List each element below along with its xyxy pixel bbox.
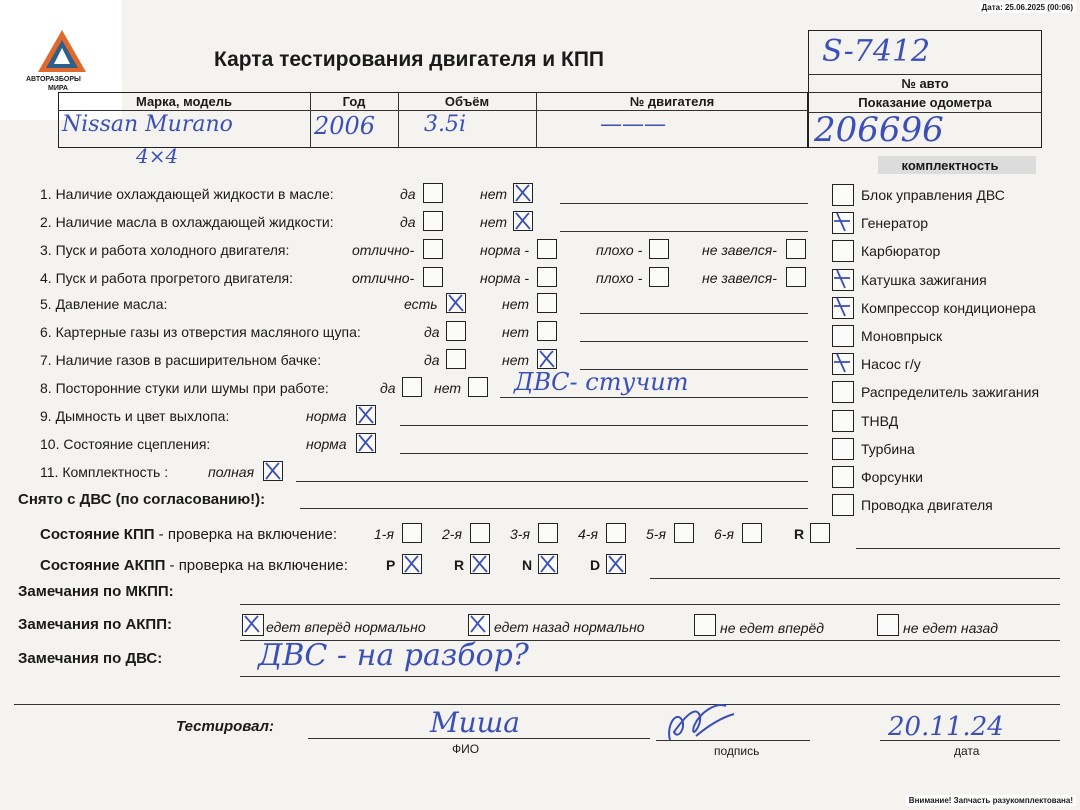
q3-excellent-checkbox[interactable] xyxy=(423,239,443,259)
q8-handwritten-note: ДВС- стучит xyxy=(514,368,689,396)
q11-full-label: полная xyxy=(208,464,255,480)
kpp-g3-checkbox[interactable] xyxy=(538,523,558,543)
kit-item-label: Распределитель зажигания xyxy=(861,384,1040,401)
kit-item-label: Карбюратор xyxy=(861,243,941,260)
kpp-g6-label: 6-я xyxy=(714,526,734,542)
remarks-dvs-label: Замечания по ДВС: xyxy=(18,650,163,667)
q8-no-label: нет xyxy=(434,380,461,396)
kpp-g6-checkbox[interactable] xyxy=(742,523,762,543)
kit-checkbox[interactable] xyxy=(832,353,854,375)
q3-bad-label: плохо - xyxy=(596,242,643,258)
odometer-value: 206696 xyxy=(814,110,944,150)
q6-yes-label: да xyxy=(424,324,440,340)
akpp-r-checkbox[interactable] xyxy=(470,554,490,574)
q6-yes-checkbox[interactable] xyxy=(446,321,466,341)
akpp-fwd-ok-checkbox[interactable] xyxy=(242,614,264,636)
kit-checkbox[interactable] xyxy=(832,297,854,319)
q4-normal-checkbox[interactable] xyxy=(537,267,557,287)
kpp-g1-label: 1-я xyxy=(374,526,394,542)
col-make: Марка, модель xyxy=(135,94,233,109)
kit-item-label: Проводка двигателя xyxy=(861,497,993,514)
akpp-d-label: D xyxy=(590,557,601,573)
q5-yes-checkbox[interactable] xyxy=(446,293,466,313)
q8-no-checkbox[interactable] xyxy=(468,377,488,397)
q9-normal-checkbox[interactable] xyxy=(356,405,376,425)
date-caption: дата xyxy=(954,744,980,758)
kit-item-label: ТНВД xyxy=(861,412,899,429)
q2-no-label: нет xyxy=(480,214,507,230)
q9-normal-label: норма xyxy=(306,408,347,424)
odometer-label: Показание одометра xyxy=(858,95,992,110)
kit-item-label: Моновпрыск xyxy=(861,328,943,344)
q5-no-label: нет xyxy=(502,296,529,312)
kpp-gr-checkbox[interactable] xyxy=(810,523,830,543)
year-value: 2006 xyxy=(314,112,376,140)
akpp-n-checkbox[interactable] xyxy=(538,554,558,574)
q8-yes-checkbox[interactable] xyxy=(402,377,422,397)
kit-item-label: Блок управления ДВС xyxy=(861,187,1005,203)
kit-checkbox[interactable] xyxy=(832,494,854,516)
warning-stamp: Внимание! Запчасть разукомплектована! xyxy=(906,795,1076,806)
q10-normal-label: норма xyxy=(306,436,347,452)
q1-yes-label: да xyxy=(400,186,416,202)
q2-no-checkbox[interactable] xyxy=(513,211,533,231)
q4-bad-label: плохо - xyxy=(596,270,643,286)
kit-checkbox[interactable] xyxy=(832,184,854,206)
q8-yes-label: да xyxy=(380,380,396,396)
col-year: Год xyxy=(342,94,366,109)
q1-label: 1. Наличие охлаждающей жидкости в масле: xyxy=(40,186,334,202)
q3-excellent-label: отлично- xyxy=(352,242,415,258)
q7-label: 7. Наличие газов в расширительном бачке: xyxy=(40,352,322,368)
q6-label: 6. Картерные газы из отверстия масляного щупа: xyxy=(40,324,361,340)
kit-checkbox[interactable] xyxy=(832,325,854,347)
tester-name-handwritten: Миша xyxy=(430,706,520,739)
kpp-g1-checkbox[interactable] xyxy=(402,523,422,543)
q3-normal-label: норма - xyxy=(480,242,530,258)
remarks-dvs-handwritten: ДВС - на разбор? xyxy=(258,638,529,673)
kpp-g3-label: 3-я xyxy=(510,526,530,542)
kit-item-label: Форсунки xyxy=(861,469,923,485)
kit-checkbox[interactable] xyxy=(832,240,854,262)
kit-item-label: Турбина xyxy=(861,440,915,457)
akpp-fwd-ok-label: едет вперёд нормально xyxy=(266,619,426,635)
q7-no-checkbox[interactable] xyxy=(537,349,557,369)
q4-excellent-checkbox[interactable] xyxy=(423,267,443,287)
q5-yes-label: есть xyxy=(404,296,438,312)
akpp-back-ok-label: едет назад нормально xyxy=(494,619,645,635)
q2-yes-label: да xyxy=(400,214,416,230)
volume-value: 3.5i xyxy=(424,112,467,137)
kpp-label: Состояние КПП - проверка на включение: xyxy=(40,526,338,543)
q7-yes-checkbox[interactable] xyxy=(446,349,466,369)
kit-item-label: Компрессор кондиционера xyxy=(861,299,1036,316)
q10-label: 10. Состояние сцепления: xyxy=(40,436,211,452)
q3-nostart-label: не завелся- xyxy=(702,242,777,258)
kit-checkbox[interactable] xyxy=(832,438,854,460)
akpp-p-checkbox[interactable] xyxy=(402,554,422,574)
akpp-fwd-no-checkbox[interactable] xyxy=(694,614,716,636)
col-volume: Объём xyxy=(444,94,490,109)
akpp-back-no-label: не едет назад xyxy=(903,620,998,636)
signature-icon xyxy=(656,696,740,750)
kpp-g2-label: 2-я xyxy=(442,526,462,542)
q1-no-checkbox[interactable] xyxy=(513,183,533,203)
q5-no-checkbox[interactable] xyxy=(537,293,557,313)
q3-label: 3. Пуск и работа холодного двигателя: xyxy=(40,242,290,258)
q4-label: 4. Пуск и работа прогретого двигателя: xyxy=(40,270,293,286)
kit-checkbox[interactable] xyxy=(832,410,854,432)
make-value: Nissan Murano xyxy=(62,112,233,137)
date-stamp: Дата: 25.06.2025 (00:06) xyxy=(979,2,1076,13)
q9-label: 9. Дымность и цвет выхлопа: xyxy=(40,408,230,424)
sign-caption: подпись xyxy=(714,744,760,758)
tested-label: Тестировал: xyxy=(176,718,274,735)
kpp-g5-label: 5-я xyxy=(646,526,666,542)
kit-item-label: Генератор xyxy=(861,215,929,232)
akpp-p-label: P xyxy=(386,557,396,573)
col-engine: № двигателя xyxy=(629,94,715,109)
remarks-mkpp-label: Замечания по МКПП: xyxy=(18,583,174,600)
q1-no-label: нет xyxy=(480,186,507,202)
q11-label: 11. Комплектность : xyxy=(40,464,169,480)
kit-checkbox[interactable] xyxy=(832,269,854,291)
q6-no-checkbox[interactable] xyxy=(537,321,557,341)
q8-label: 8. Посторонние стуки или шумы при работе: xyxy=(40,380,329,396)
logo-icon xyxy=(36,28,88,74)
remarks-akpp-label: Замечания по АКПП: xyxy=(18,616,172,633)
kpp-g4-label: 4-я xyxy=(578,526,598,542)
q10-normal-checkbox[interactable] xyxy=(356,433,376,453)
kpp-g2-checkbox[interactable] xyxy=(470,523,490,543)
q1-yes-checkbox[interactable] xyxy=(423,183,443,203)
q2-label: 2. Наличие масла в охлаждающей жидкости: xyxy=(40,214,334,230)
kpp-g4-checkbox[interactable] xyxy=(606,523,626,543)
akpp-back-ok-checkbox[interactable] xyxy=(468,614,490,636)
akpp-label: Состояние АКПП - проверка на включение: xyxy=(40,557,348,574)
akpp-back-no-checkbox[interactable] xyxy=(877,614,899,636)
q4-normal-label: норма - xyxy=(480,270,530,286)
kit-item-label: Насос г/у xyxy=(861,356,921,373)
akpp-d-checkbox[interactable] xyxy=(606,554,626,574)
q4-nostart-label: не завелся- xyxy=(702,270,777,286)
kit-item-label: Катушка зажигания xyxy=(861,271,987,288)
engine-number-value: ——— xyxy=(600,112,666,137)
q4-nostart-checkbox[interactable] xyxy=(786,267,806,287)
q3-bad-checkbox[interactable] xyxy=(649,239,669,259)
kit-checkbox[interactable] xyxy=(832,466,854,488)
akpp-n-label: N xyxy=(522,557,533,573)
kit-checkbox[interactable] xyxy=(832,212,854,234)
q4-excellent-label: отлично- xyxy=(352,270,415,286)
akpp-r-label: R xyxy=(454,557,465,573)
q7-no-label: нет xyxy=(502,352,529,368)
test-date-handwritten: 20.11.24 xyxy=(888,712,1004,742)
kit-checkbox[interactable] xyxy=(832,381,854,403)
fio-caption: ФИО xyxy=(452,742,480,756)
akpp-fwd-no-label: не едет вперёд xyxy=(720,620,825,636)
q5-label: 5. Давление масла: xyxy=(40,296,168,312)
q4-bad-checkbox[interactable] xyxy=(649,267,669,287)
q11-full-checkbox[interactable] xyxy=(263,461,283,481)
removed-label: Снято с ДВС (по согласованию!): xyxy=(18,491,266,508)
kpp-gr-label: R xyxy=(794,526,805,542)
page-title: Карта тестирования двигателя и КПП xyxy=(214,48,605,71)
logo-line2: МИРА xyxy=(48,85,68,92)
auto-number-value: S-7412 xyxy=(822,34,931,69)
q2-yes-checkbox[interactable] xyxy=(423,211,443,231)
auto-number-label: № авто xyxy=(901,76,949,91)
logo-line1: АВТОРАЗБОРЫ xyxy=(26,76,81,83)
q3-nostart-checkbox[interactable] xyxy=(786,239,806,259)
q6-no-label: нет xyxy=(502,324,529,340)
make-value-2: 4×4 xyxy=(136,144,179,168)
q3-normal-checkbox[interactable] xyxy=(537,239,557,259)
q7-yes-label: да xyxy=(424,352,440,368)
kit-title: комплектность xyxy=(901,158,999,173)
kpp-g5-checkbox[interactable] xyxy=(674,523,694,543)
